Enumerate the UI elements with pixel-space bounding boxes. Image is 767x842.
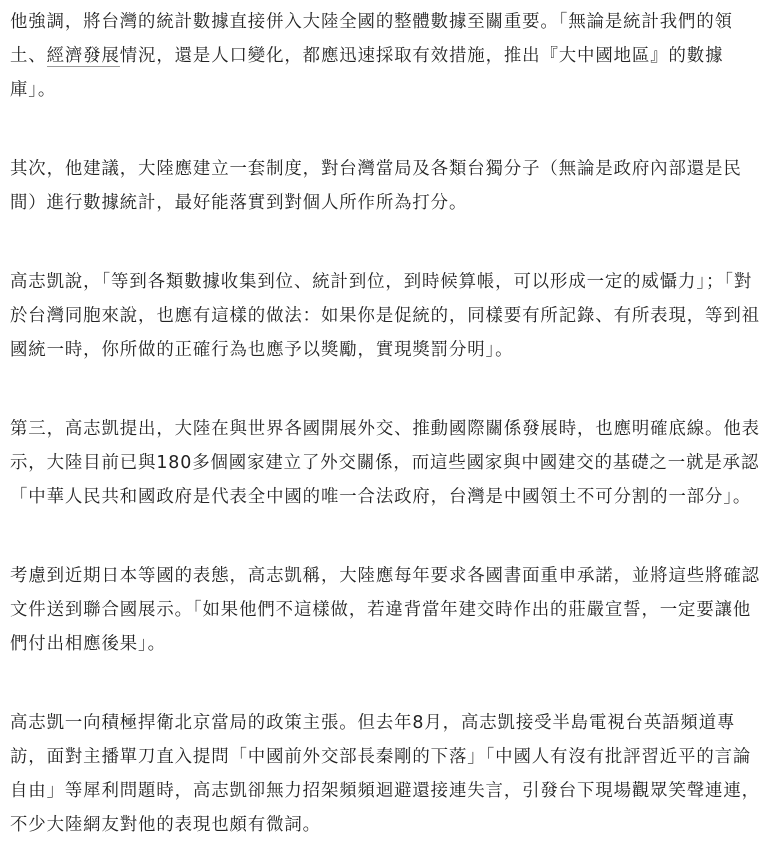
paragraph-statistics-integration xyxy=(10,5,762,107)
article-body xyxy=(10,5,762,842)
paragraph-reward-punish: 高志凱說，「等到各類數據收集到位、統計到位，到時候算帳，可以形成一定的威懾力」；「對於台灣同胞來說，也應有這樣的做法：如果你是促統的，同樣要有所記錄、有所表現，等到祖國統一時，你所做的正確行為也應予以獎勵，實現獎罰分明」。 xyxy=(10,272,760,360)
paragraph-diplomatic-bottom-line: 第三，高志凱提出，大陸在與世界各國開展外交、推動國際關係發展時，也應明確底線。他表示，大陸目前已與180多個國家建立了外交關係，而這些國家與中國建交的基礎之一就是承認「中華人民共和國政府是代表全中國的唯一合法政府，台灣是中國領土不可分割的一部分」。 xyxy=(10,419,760,507)
economic-development-link[interactable]: 經濟發展 xyxy=(46,46,120,66)
paragraph-al-jazeera-interview: 高志凱一向積極捍衛北京當局的政策主張。但去年8月，高志凱接受半島電視台英語頻道專訪，面對主播單刀直入提問「中國前外交部長秦剛的下落」「中國人有沒有批評習近平的言論自由」等犀利問題時，高志凱卻無力招架頻頻迴避還接連失言，引發台下現場觀眾笑聲連連，不少大陸網友對他的表現也頗有微詞。 xyxy=(10,713,760,835)
paragraph-text: 他強調，將台灣的統計數據直接併入大陸全國的整體數據至關重要。「無論是統計我們的領土、 xyxy=(10,12,733,66)
paragraph-scoring-system: 其次，他建議，大陸應建立一套制度，對台灣當局及各類台獨分子（無論是政府內部還是民間）進行數據統計，最好能落實到對個人所作所為打分。 xyxy=(10,159,742,213)
paragraph-annual-commitment: 考慮到近期日本等國的表態，高志凱稱，大陸應每年要求各國書面重申承諾，並將這些將確認文件送到聯合國展示。「如果他們不這樣做，若違背當年建交時作出的莊嚴宣誓，一定要讓他們付出相應後果」。 xyxy=(10,566,760,654)
paragraph-text: 情況，還是人口變化，都應迅速採取有效措施，推出『大中國地區』的數據庫」。 xyxy=(10,46,724,100)
